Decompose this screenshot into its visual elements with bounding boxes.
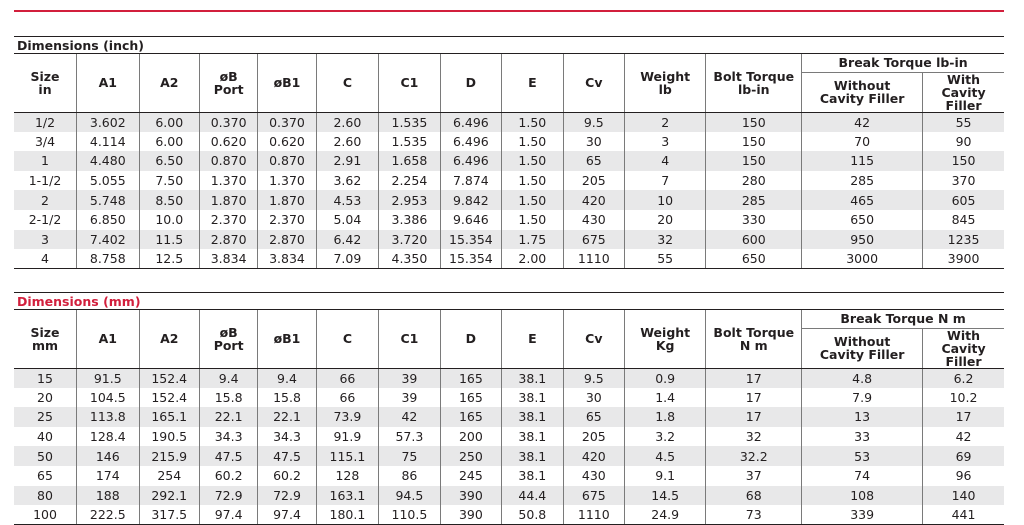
table-cell: 3000 (802, 249, 923, 269)
table-cell: 4.5 (625, 446, 706, 466)
table-cell: 8.758 (77, 249, 140, 269)
table-cell: 0.620 (199, 132, 257, 152)
table-cell: 2.91 (316, 151, 379, 171)
table-cell: 165 (440, 388, 501, 408)
col-header-c1: C1 (379, 54, 440, 112)
table-cell: 1.535 (379, 112, 440, 132)
table-cell: 245 (440, 466, 501, 486)
table-cell: 17 (706, 388, 802, 408)
table-cell: 115.1 (316, 446, 379, 466)
table-cell: 150 (923, 151, 1004, 171)
table-cell: 30 (563, 132, 624, 152)
table-cell: 42 (955, 429, 972, 445)
col-header-ob-port: øB Port (199, 54, 257, 112)
table-cell: 10 (625, 190, 706, 210)
table-row (14, 132, 1004, 152)
table-cell: 115 (802, 151, 923, 171)
table-cell: 39 (379, 388, 440, 408)
table-cell: 2.870 (258, 230, 316, 250)
table-cell: 140 (923, 486, 1004, 506)
table-cell: 390 (440, 505, 501, 525)
table-cell: 20 (14, 388, 77, 408)
table-cell: 128 (316, 466, 379, 486)
table-row (14, 112, 1004, 132)
table-cell: 1.370 (199, 171, 257, 191)
col-header-d: D (440, 54, 501, 112)
table-cell: 10.2 (949, 389, 978, 405)
table-cell: 2.370 (258, 210, 316, 230)
table-cell: 4.53 (316, 190, 379, 210)
table-cell: 38.1 (502, 368, 563, 388)
col-header-a2: A2 (139, 54, 199, 112)
table-cell: 60.2 (199, 466, 257, 486)
table-cell: 15.354 (440, 249, 501, 269)
table-cell: 38.1 (502, 388, 563, 408)
table-cell: 7.9 (802, 388, 923, 408)
table-cell: 3.834 (199, 249, 257, 269)
table-cell: 50 (14, 446, 77, 466)
table-cell: 57.3 (379, 427, 440, 447)
table-cell: 7 (625, 171, 706, 191)
table-cell: 200 (440, 427, 501, 447)
col-header-weight: Weight lb (625, 54, 706, 112)
table-cell: 90 (955, 133, 972, 149)
col-header-break-torque: Break Torque N m (802, 310, 1004, 328)
table-cell: 1.50 (502, 132, 563, 152)
table-cell: 25 (14, 407, 77, 427)
dimensions-inch-section (14, 36, 1004, 269)
col-header-ob-port: øB Port (199, 310, 257, 368)
table-row (14, 407, 1004, 427)
table-cell: 9.1 (625, 466, 706, 486)
table-cell: 108 (802, 486, 923, 506)
table-cell: 845 (951, 212, 976, 228)
table-cell: 104.5 (77, 388, 140, 408)
table-cell: 7.50 (139, 171, 199, 191)
table-cell: 430 (563, 210, 624, 230)
table-cell: 2.870 (199, 230, 257, 250)
table-cell: 146 (77, 446, 140, 466)
table-cell: 2.254 (379, 171, 440, 191)
table-cell: 42 (802, 112, 923, 132)
table-cell: 44.4 (502, 486, 563, 506)
table-cell: 72.9 (199, 486, 257, 506)
table-cell: 10.0 (139, 210, 199, 230)
table-cell: 250 (440, 446, 501, 466)
table-cell: 330 (706, 210, 802, 230)
table-cell: 86 (379, 466, 440, 486)
table-cell: 650 (706, 249, 802, 269)
table-cell: 2-1/2 (14, 210, 77, 230)
col-header-cv: Cv (563, 54, 624, 112)
table-cell: 2 (14, 190, 77, 210)
table-cell: 205 (563, 171, 624, 191)
table-row (14, 230, 1004, 250)
col-header-a1: A1 (77, 310, 140, 368)
table-cell: 6.496 (440, 132, 501, 152)
table-cell: 53 (802, 446, 923, 466)
table-cell: 0.870 (258, 151, 316, 171)
table-cell: 600 (706, 230, 802, 250)
table-cell: 675 (563, 486, 624, 506)
table-cell: 2 (625, 112, 706, 132)
table-cell: 3.62 (316, 171, 379, 191)
table-cell: 280 (706, 171, 802, 191)
table-cell: 9.646 (440, 210, 501, 230)
table-row (14, 151, 1004, 171)
table-row (14, 446, 1004, 466)
table-cell: 97.4 (258, 505, 316, 525)
table-cell: 675 (563, 230, 624, 250)
section-title-inch: Dimensions (inch) (14, 36, 1004, 54)
table-cell: 2.953 (379, 190, 440, 210)
table-cell: 1.658 (379, 151, 440, 171)
table-cell: 65 (14, 466, 77, 486)
table-cell: 150 (706, 132, 802, 152)
table-cell: 37 (706, 466, 802, 486)
table-cell: 1.50 (502, 171, 563, 191)
table-cell: 60.2 (258, 466, 316, 486)
table-cell: 2.370 (199, 210, 257, 230)
table-cell: 420 (563, 446, 624, 466)
table-cell: 3 (14, 230, 77, 250)
table-cell: 6.42 (316, 230, 379, 250)
table-cell: 441 (923, 505, 1004, 525)
table-cell: 1-1/2 (14, 171, 77, 191)
table-row (14, 368, 1004, 388)
table-cell: 150 (706, 151, 802, 171)
table-cell: 7.874 (440, 171, 501, 191)
table-cell: 6.2 (923, 368, 1004, 388)
table-cell: 9.4 (258, 368, 316, 388)
col-header-a2: A2 (139, 310, 199, 368)
table-cell: 38.1 (502, 427, 563, 447)
col-header-with-cavity-filler: With Cavity Filler (923, 72, 1004, 112)
col-header-bolt-torque: Bolt Torque N m (706, 310, 802, 368)
table-cell: 165 (440, 368, 501, 388)
table-cell: 72.9 (258, 486, 316, 506)
table-cell: 7.09 (316, 249, 379, 269)
table-cell: 1.870 (258, 190, 316, 210)
table-cell: 13 (802, 407, 923, 427)
table-cell: 3900 (923, 249, 1004, 269)
table-cell: 190.5 (139, 427, 199, 447)
table-cell: 30 (563, 388, 624, 408)
table-cell: 94.5 (379, 486, 440, 506)
col-header-ob1: øB1 (258, 54, 316, 112)
table-cell: 0.370 (199, 112, 257, 132)
table-cell: 73.9 (316, 407, 379, 427)
col-header-ob1: øB1 (258, 310, 316, 368)
table-cell: 285 (802, 171, 923, 191)
table-cell: 8.50 (139, 190, 199, 210)
table-cell: 96 (955, 468, 972, 484)
table-cell: 188 (77, 486, 140, 506)
table-row (14, 190, 1004, 210)
table-cell: 339 (802, 505, 923, 525)
table-cell: 3.2 (625, 427, 706, 447)
table-cell: 9.5 (563, 368, 624, 388)
table-cell: 91.9 (316, 427, 379, 447)
table-cell: 73 (706, 505, 802, 525)
col-header-with-cavity-filler: With Cavity Filler (923, 328, 1004, 368)
table-cell: 20 (625, 210, 706, 230)
table-cell: 165 (440, 407, 501, 427)
table-cell: 110.5 (379, 505, 440, 525)
table-cell: 4.350 (379, 249, 440, 269)
table-cell: 3/4 (14, 132, 77, 152)
table-cell: 1110 (563, 249, 624, 269)
table-cell: 9.842 (440, 190, 501, 210)
col-header-cv: Cv (563, 310, 624, 368)
table-cell: 32.2 (706, 446, 802, 466)
table-row (14, 466, 1004, 486)
table-cell: 34.3 (258, 427, 316, 447)
table-cell: 38.1 (502, 446, 563, 466)
table-cell: 6.00 (139, 112, 199, 132)
table-cell: 6.496 (440, 112, 501, 132)
table-cell: 165.1 (139, 407, 199, 427)
table-cell: 1.870 (199, 190, 257, 210)
table-cell: 317.5 (139, 505, 199, 525)
table-cell: 33 (802, 427, 923, 447)
table-cell: 2.60 (316, 132, 379, 152)
table-row (14, 171, 1004, 191)
table-cell: 70 (802, 132, 923, 152)
table-cell: 65 (563, 151, 624, 171)
table-cell: 4 (14, 249, 77, 269)
col-header-weight: Weight Kg (625, 310, 706, 368)
table-cell: 430 (563, 466, 624, 486)
table-cell: 11.5 (139, 230, 199, 250)
table-cell: 292.1 (139, 486, 199, 506)
table-cell: 152.4 (139, 388, 199, 408)
col-header-break-torque: Break Torque lb-in (802, 54, 1004, 72)
table-cell: 65 (563, 407, 624, 427)
col-header-size: Size in (14, 54, 77, 112)
table-cell: 66 (316, 388, 379, 408)
table-cell: 5.04 (316, 210, 379, 230)
table-cell: 38.1 (502, 407, 563, 427)
table-cell: 1.535 (379, 132, 440, 152)
table-cell: 1.50 (502, 210, 563, 230)
col-header-without-cavity-filler: Without Cavity Filler (802, 72, 923, 112)
table-cell: 55 (625, 249, 706, 269)
table-cell: 390 (440, 486, 501, 506)
table-cell: 1.370 (258, 171, 316, 191)
table-cell: 68 (706, 486, 802, 506)
table-cell: 22.1 (199, 407, 257, 427)
table-cell: 1.8 (625, 407, 706, 427)
table-cell: 2.60 (316, 112, 379, 132)
table-cell: 80 (14, 486, 77, 506)
table-cell: 6.00 (139, 132, 199, 152)
table-cell: 1.75 (502, 230, 563, 250)
table-row (14, 388, 1004, 408)
table-cell: 7.402 (77, 230, 140, 250)
table-cell: 15 (14, 368, 77, 388)
table-cell: 605 (923, 190, 1004, 210)
col-header-c1: C1 (379, 310, 440, 368)
table-cell: 254 (139, 466, 199, 486)
table-cell: 75 (379, 446, 440, 466)
table-cell: 222.5 (77, 505, 140, 525)
col-header-e: E (502, 310, 563, 368)
table-cell: 47.5 (258, 446, 316, 466)
table-row (14, 486, 1004, 506)
table-cell: 100 (14, 505, 77, 525)
table-cell: 1110 (563, 505, 624, 525)
table-cell: 91.5 (77, 368, 140, 388)
table-row (14, 505, 1004, 525)
table-cell: 6.496 (440, 151, 501, 171)
col-header-a1: A1 (77, 54, 140, 112)
dimensions-mm-table (14, 310, 1004, 525)
table-cell: 32 (625, 230, 706, 250)
table-cell: 1.50 (502, 151, 563, 171)
table-cell: 42 (379, 407, 440, 427)
col-header-size: Size mm (14, 310, 77, 368)
col-header-d: D (440, 310, 501, 368)
table-row (14, 249, 1004, 269)
table-cell: 0.870 (199, 151, 257, 171)
table-cell: 3.386 (379, 210, 440, 230)
table-cell: 17 (706, 368, 802, 388)
table-cell: 34.3 (199, 427, 257, 447)
table-cell: 15.8 (199, 388, 257, 408)
table-cell: 0.370 (258, 112, 316, 132)
table-cell: 9.4 (199, 368, 257, 388)
table-cell: 1235 (923, 230, 1004, 250)
table-cell: 150 (706, 112, 802, 132)
table-cell: 47.5 (199, 446, 257, 466)
table-cell: 650 (802, 210, 923, 230)
table-cell: 180.1 (316, 505, 379, 525)
table-cell: 6.850 (77, 210, 140, 230)
dimensions-mm-section (14, 292, 1004, 525)
table-row (14, 210, 1004, 230)
table-cell: 74 (802, 466, 923, 486)
table-cell: 152.4 (139, 368, 199, 388)
table-cell: 4.114 (77, 132, 140, 152)
table-cell: 9.5 (563, 112, 624, 132)
table-cell: 97.4 (199, 505, 257, 525)
table-cell: 3.720 (379, 230, 440, 250)
table-cell: 38.1 (502, 466, 563, 486)
table-cell: 950 (802, 230, 923, 250)
table-cell: 17 (706, 407, 802, 427)
table-cell: 2.00 (502, 249, 563, 269)
table-cell: 22.1 (258, 407, 316, 427)
table-cell: 163.1 (316, 486, 379, 506)
table-cell: 5.748 (77, 190, 140, 210)
table-cell: 113.8 (77, 407, 140, 427)
table-cell: 3.834 (258, 249, 316, 269)
col-header-bolt-torque: Bolt Torque lb-in (706, 54, 802, 112)
table-cell: 1.4 (625, 388, 706, 408)
dimensions-inch-table (14, 54, 1004, 269)
table-cell: 55 (923, 112, 1004, 132)
table-cell: 3 (625, 132, 706, 152)
table-cell: 50.8 (502, 505, 563, 525)
table-cell: 4.8 (802, 368, 923, 388)
table-cell: 5.055 (77, 171, 140, 191)
table-cell: 39 (379, 368, 440, 388)
table-cell: 0.620 (258, 132, 316, 152)
table-cell: 0.9 (625, 368, 706, 388)
table-cell: 465 (802, 190, 923, 210)
table-cell: 215.9 (139, 446, 199, 466)
table-cell: 1/2 (14, 112, 77, 132)
table-cell: 12.5 (139, 249, 199, 269)
table-cell: 17 (923, 407, 1004, 427)
table-cell: 40 (14, 427, 77, 447)
table-cell: 15.354 (440, 230, 501, 250)
table-cell: 128.4 (77, 427, 140, 447)
top-red-rule (14, 10, 1004, 12)
table-cell: 66 (316, 368, 379, 388)
table-cell: 205 (563, 427, 624, 447)
table-cell: 1 (14, 151, 77, 171)
table-cell: 6.50 (139, 151, 199, 171)
table-cell: 3.602 (77, 112, 140, 132)
col-header-without-cavity-filler: Without Cavity Filler (802, 328, 923, 368)
table-cell: 15.8 (258, 388, 316, 408)
table-cell: 14.5 (625, 486, 706, 506)
table-cell: 1.50 (502, 112, 563, 132)
table-cell: 420 (563, 190, 624, 210)
table-cell: 4.480 (77, 151, 140, 171)
col-header-c: C (316, 310, 379, 368)
table-cell: 24.9 (625, 505, 706, 525)
section-title-mm: Dimensions (mm) (14, 292, 1004, 310)
table-cell: 4 (625, 151, 706, 171)
table-cell: 32 (706, 427, 802, 447)
col-header-e: E (502, 54, 563, 112)
table-cell: 285 (706, 190, 802, 210)
table-row (14, 427, 1004, 447)
table-cell: 69 (923, 446, 1004, 466)
table-cell: 1.50 (502, 190, 563, 210)
table-cell: 370 (951, 173, 976, 189)
table-cell: 174 (77, 466, 140, 486)
col-header-c: C (316, 54, 379, 112)
